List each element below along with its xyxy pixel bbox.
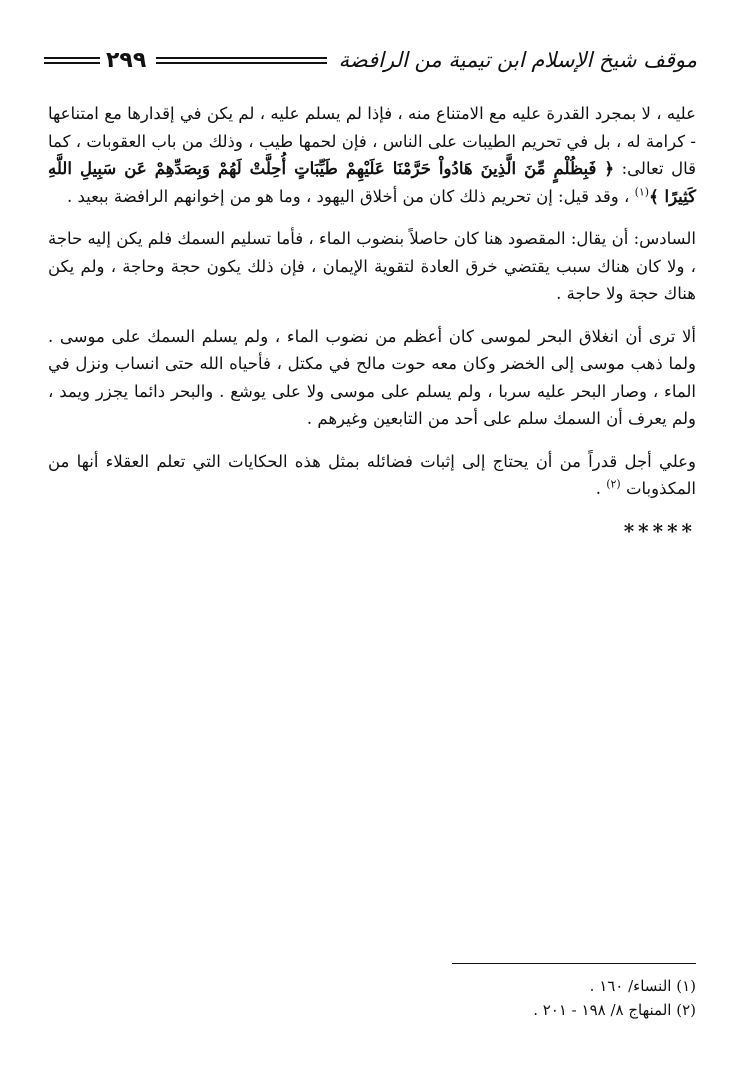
- paragraph-2: السادس: أن يقال: المقصود هنا كان حاصلاً بنضوب الماء ، فأما تسليم السمك فلم يكن إليه حاجة ، ولا كان هناك سبب يقتضي خرق العادة لتقوية الإيمان ، فإن ذلك يكون حجة وحاجة ، ولم يكن هناك حجة ولا حاجة .: [48, 229, 696, 303]
- page-number: ٢٩٩: [106, 47, 147, 73]
- footnotes: [48, 975, 696, 1023]
- main-text: [48, 100, 696, 545]
- paragraph-3: ألا ترى أن انغلاق البحر لموسى كان أعظم من نضوب الماء ، ولم يسلم السمك على موسى . ولما ذهب موسى إلى الخضر وكان معه حوت مالح في مكتل ، فأحياه الله حتى انساب ونزل في الماء ، وصار البحر عليه سربا ، ولم يسلم على موسى ولا على يوشع . والبحر دائما يجزر ويمد ، ولم يعرف أن السمك سلم على أحد من التابعين وغيرهم .: [48, 326, 696, 428]
- paragraph-4-text: وعلي أجل قدراً من أن يحتاج إلى إثبات فضائله بمثل هذه الحكايات التي تعلم العقلاء أنها من المكذوبات: [48, 451, 696, 498]
- header-rule: [156, 57, 326, 64]
- page-header: [44, 40, 697, 80]
- footnote-ref-1: (١): [634, 185, 650, 198]
- footnote-2: (٢) المنهاج ٨/ ١٩٨ - ٢٠١ .: [533, 1001, 696, 1019]
- header-short-rule: [44, 57, 100, 64]
- paragraph-4-text-end: .: [595, 479, 601, 498]
- footnote-1: (١) النساء/ ١٦٠ .: [589, 977, 696, 995]
- running-title: موقف شيخ الإسلام ابن تيمية من الرافضة: [338, 48, 697, 72]
- paragraph-1: [48, 100, 696, 210]
- section-separator: *****: [623, 518, 696, 543]
- paragraph-4: [48, 448, 696, 503]
- quran-verse: ﴿ فَبِظُلْمٍ مِّنَ الَّذِينَ هَادُواْ حَرَّمْنَا عَلَيْهِمْ طَيِّبَاتٍ أُحِلَّتْ لَهُمْ وَبِصَدِّهِمْ عَن سَبِيلِ اللَّهِ كَثِيرًا ﴾: [48, 159, 696, 206]
- footnote-divider: [452, 963, 696, 964]
- footnote-ref-2: (٢): [606, 477, 621, 491]
- paragraph-1-text: عليه ، لا بمجرد القدرة عليه مع الامتناع منه ، فإذا لم يسلم عليه ، لم يكن في إقدارها مع امتناعها - كرامة له ، بل في تحريم الطيبات على الناس ، فإن لحمها طيب ، وذلك من باب العقوبات ، كما قال تعالى:: [48, 104, 696, 178]
- paragraph-1-text-end: ، وقد قيل: إن تحريم ذلك كان من أخلاق اليهود ، وما هو من إخوانهم الرافضة ببعيد .: [66, 186, 630, 206]
